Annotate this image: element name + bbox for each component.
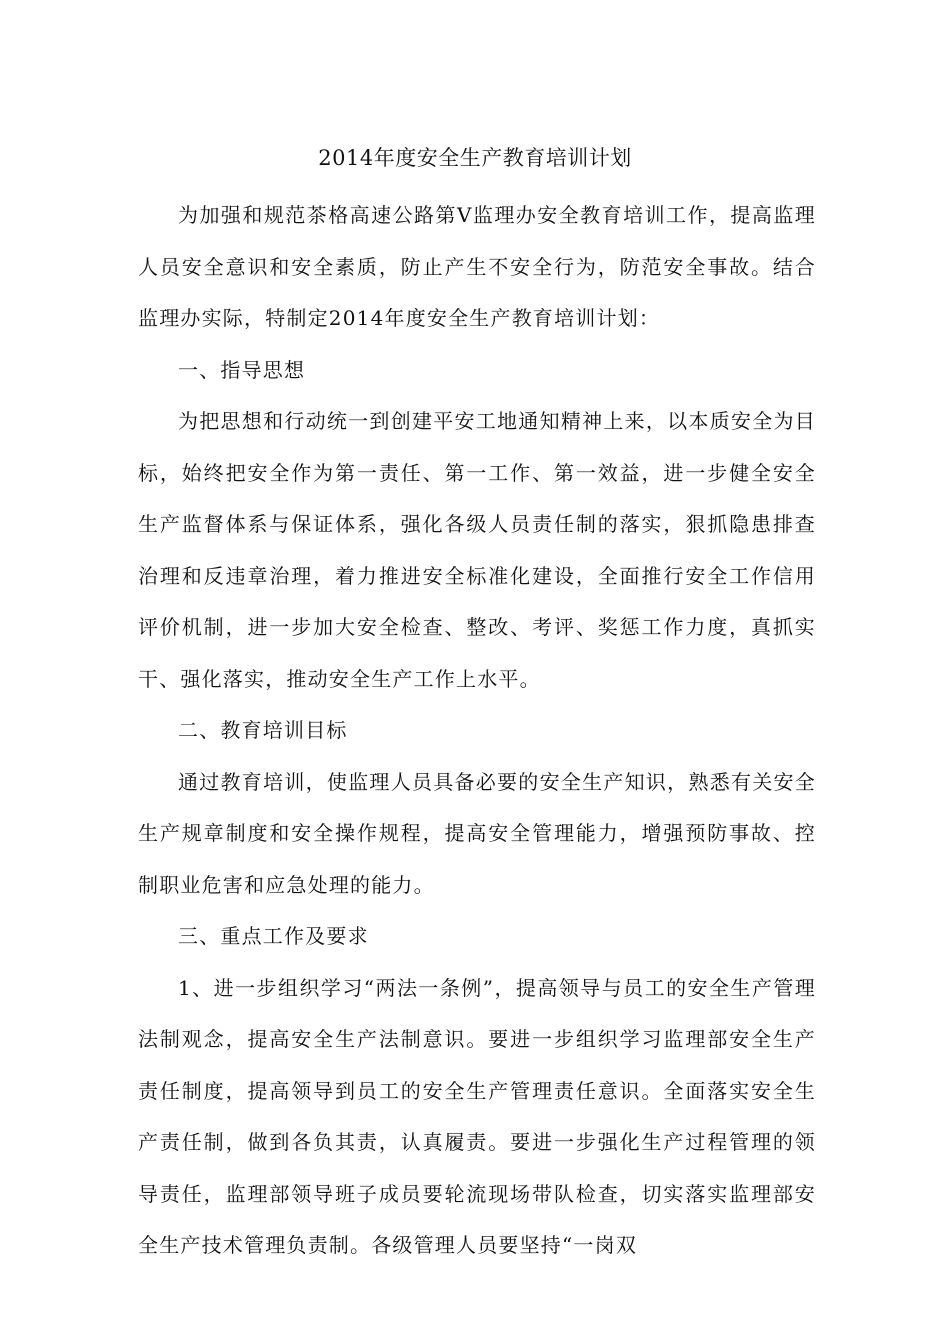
document-body [138,190,816,1272]
section-paragraph-guiding-ideology: 为把思想和行动统一到创建平安工地通知精神上来，以本质安全为目标，始终把安全作为第一责任、第一工作、第一效益，进一步健全安全生产监督体系与保证体系，强化各级人员责任制的落实，狠抓隐患排查治理和反违章治理，着力推进安全标准化建设，全面推行安全工作信用评价机制，进一步加大安全检查、整改、考评、奖惩工作力度，真抓实干、强化落实，推动安全生产工作上水平。 [138,409,816,691]
section-heading-guiding-ideology: 一、指导思想 [178,357,306,382]
intro-paragraph: 为加强和规范茶格高速公路第Ⅴ监理办安全教育培训工作，提高监理人员安全意识和安全素质，防止产生不安全行为，防范安全事故。结合监理办实际，特制定2014年度安全生产教育培训计划： [138,203,816,330]
section-heading-key-work: 三、重点工作及要求 [178,924,369,948]
document-title: 2014年度安全生产教育培训计划 [318,146,632,170]
section-paragraph-training-goals: 通过教育培训，使监理人员具备必要的安全生产知识，熟悉有关安全生产规章制度和安全操作规程，提高安全管理能力，增强预防事故、控制职业危害和应急处理的能力。 [138,769,816,897]
section-paragraph-key-work: 1、进一步组织学习“两法一条例”，提高领导与员工的安全生产管理法制观念，提高安全生产法制意识。要进一步组织学习监理部安全生产责任制度，提高领导到员工的安全生产管理责任意识。全面落实安全生产责任制，做到各负其责，认真履责。要进一步强化生产过程管理的领导责任，监理部领导班子成员要轮流现场带队检查，切实落实监理部安全生产技术管理负责制。各级管理人员要坚持“一岗双 [138,975,816,1257]
section-heading-training-goals: 二、教育培训目标 [178,718,348,742]
